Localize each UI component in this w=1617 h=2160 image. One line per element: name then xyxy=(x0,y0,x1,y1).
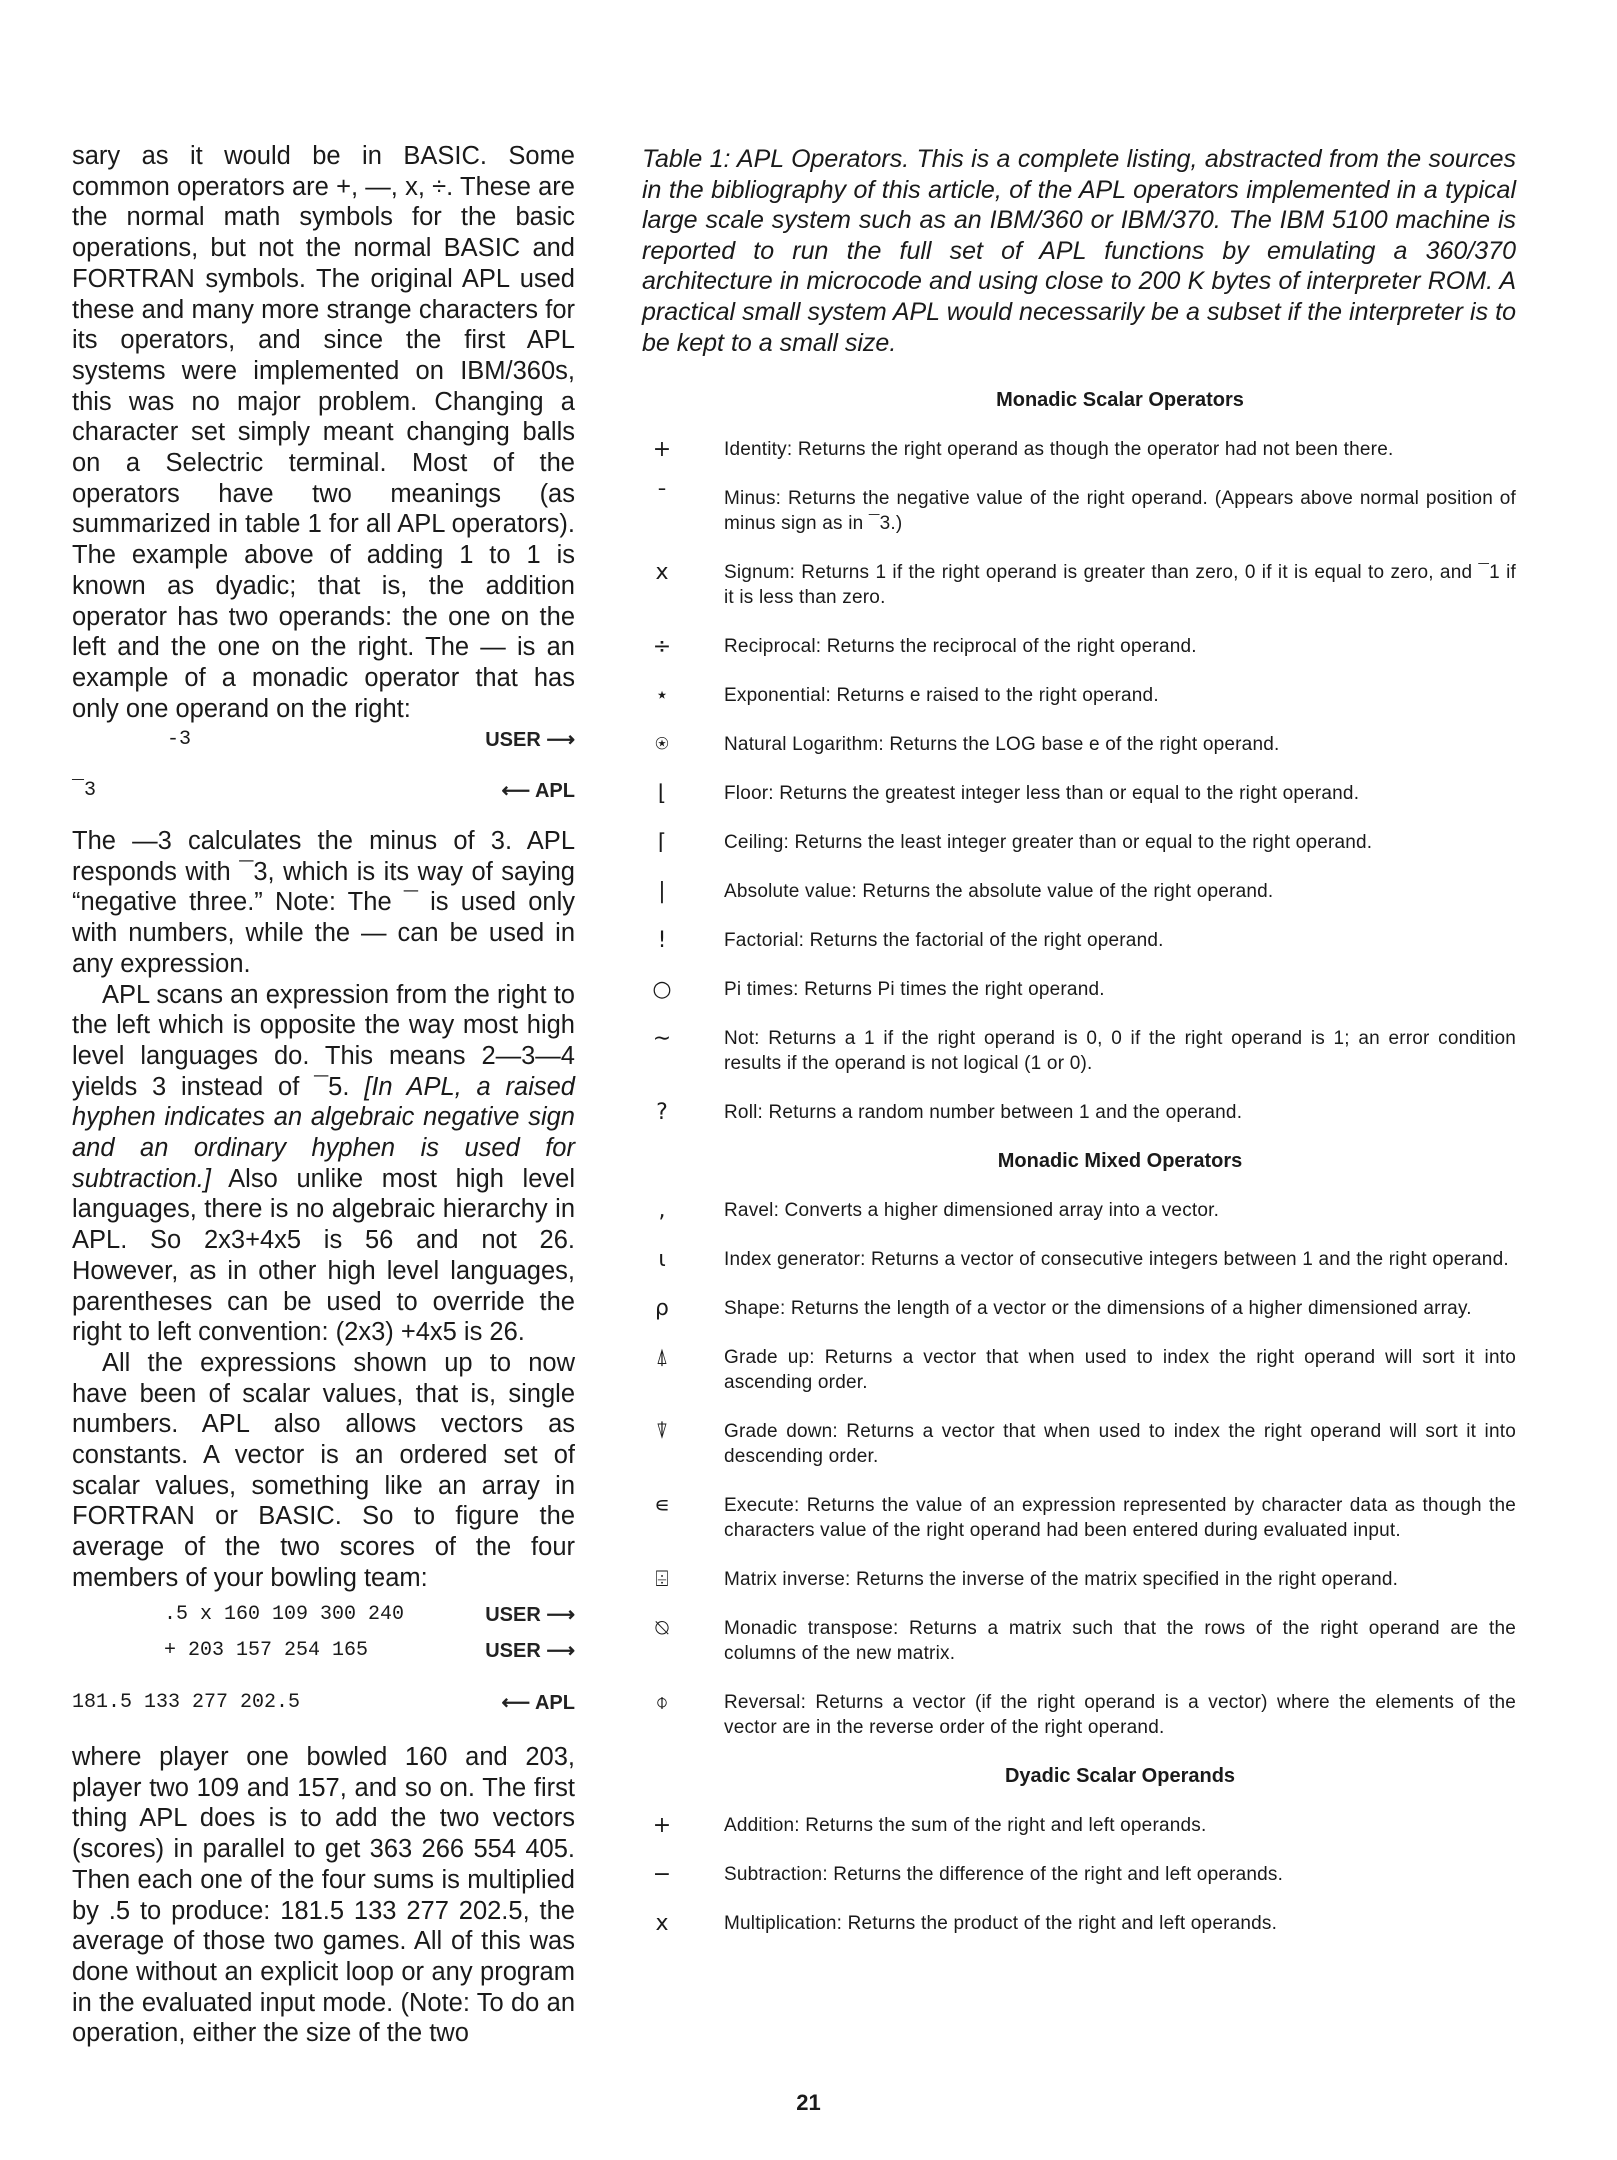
operator-symbol: x xyxy=(655,560,669,585)
code-input: -3 xyxy=(167,728,192,751)
code-example-line xyxy=(72,725,575,755)
operator-symbol: x xyxy=(655,1911,669,1936)
user-tag: USER ⟶ xyxy=(485,1640,575,1662)
operator-symbol: ⍋ xyxy=(655,1345,669,1370)
operator-symbol: ⍒ xyxy=(655,1419,669,1444)
operator-description: Addition: Returns the sum of the right and left operands. xyxy=(724,1815,1207,1836)
operator-row xyxy=(642,1198,1516,1223)
operator-row xyxy=(642,683,1516,708)
section-heading-text: Dyadic Scalar Operands xyxy=(1004,1765,1236,1787)
italic-note: [In APL, a raised hyphen indicates an algebraic negative sign and an ordinary hyphen is used for subtraction.] xyxy=(72,1072,575,1193)
operator-description: Grade up: Returns a vector that when used to index the right operand will sort it into ascending order. xyxy=(724,1347,1516,1393)
operator-description: Roll: Returns a random number between 1 and the operand. xyxy=(724,1102,1243,1123)
operator-symbol: ⋆ xyxy=(655,683,669,708)
paragraph-text: The —3 calculates the minus of 3. APL responds with ¯3, which is its way of saying “negative three.” Note: The ¯ is used only with numbers, while the — can be used in any expression. xyxy=(72,827,575,978)
operator-description: Multiplication: Returns the product of the right and left operands. xyxy=(724,1913,1278,1934)
operator-description: Reciprocal: Returns the reciprocal of the right operand. xyxy=(724,636,1197,657)
operator-symbol: ⍳ xyxy=(658,1247,666,1272)
operator-description: Ceiling: Returns the least integer greater than or equal to the right operand. xyxy=(724,832,1373,853)
operator-symbol: , xyxy=(658,1198,666,1223)
code-input: + 203 157 254 165 xyxy=(164,1639,369,1662)
apl-tag: ⟵ APL xyxy=(501,780,575,802)
operator-symbol: ⌽ xyxy=(655,1690,669,1715)
section-heading-text: Monadic Scalar Operators xyxy=(996,389,1244,411)
code-example-line xyxy=(72,776,575,806)
code-output: 181.5 133 277 202.5 xyxy=(72,1691,301,1714)
paragraph-text: Also unlike most high level languages, there is no algebraic hierarchy in APL. So 2x3+4x5 is 56 and not 26. However, as in other high level languages, parentheses can be used to override the right to left convention: (2x3) +4x5 is 26. xyxy=(72,1164,575,1347)
operator-description: Floor: Returns the greatest integer less than or equal to the right operand. xyxy=(724,783,1360,804)
operator-description: Signum: Returns 1 if the right operand is greater than zero, 0 if it is equal to zero, and ¯1 if it is less than zero. xyxy=(724,562,1516,608)
operator-symbol: ⍴ xyxy=(655,1296,669,1321)
paragraph-text: APL scans an expression from the right to the left which is opposite the way most high level languages do. This means 2—3—4 yields 3 instead of ¯5. xyxy=(72,980,575,1101)
operator-symbol: ⌈ xyxy=(657,830,667,855)
operator-description: Index generator: Returns a vector of consecutive integers between 1 and the right operand. xyxy=(724,1249,1509,1270)
paragraph-text: sary as it would be in BASIC. Some common operators are +, —, x, ÷. These are the normal math symbols for the basic operations, but not the normal BASIC and FORTRAN symbols. The original APL used these and many more strange characters for its operators, and since the first APL systems were implemented on IBM/360s, this was no major problem. Changing a character set simply meant changing balls on a Selectric terminal. Most of the operators have two meanings (as summarized in table 1 for all APL operators). The example above of adding 1 to 1 is known as dyadic; that is, the addition operator has two operands: the one on the left and the one on the right. The — is an example of a monadic operator that has only one operand on the right: xyxy=(72,142,575,723)
operator-row xyxy=(642,1493,1516,1543)
body-paragraph-2 xyxy=(72,826,575,1594)
operator-symbol: ? xyxy=(656,1100,668,1125)
operator-row xyxy=(642,1813,1516,1838)
operator-row xyxy=(642,1419,1516,1469)
body-paragraph-5 xyxy=(72,1742,575,2049)
operator-description: Matrix inverse: Returns the inverse of the matrix specified in the right operand. xyxy=(724,1569,1399,1590)
operator-row xyxy=(642,560,1516,610)
code-example-line xyxy=(72,1688,575,1718)
operator-description: Subtraction: Returns the difference of the right and left operands. xyxy=(724,1864,1284,1885)
operator-row xyxy=(642,486,1516,536)
code-output: ¯3 xyxy=(72,779,97,802)
operator-description: Ravel: Converts a higher dimensioned array into a vector. xyxy=(724,1200,1220,1221)
operator-symbol: ⌊ xyxy=(657,781,667,806)
operator-description: Not: Returns a 1 if the right operand is 0, 0 if the right operand is 1; an error condition results if the operand is not logical (1 or 0). xyxy=(724,1028,1516,1074)
operator-row xyxy=(642,781,1516,806)
code-example-line xyxy=(72,1636,575,1666)
operator-row xyxy=(642,1690,1516,1740)
apl-tag: ⟵ APL xyxy=(501,1692,575,1714)
operator-description: Exponential: Returns e raised to the right operand. xyxy=(724,685,1159,706)
code-input: .5 x 160 109 300 240 xyxy=(164,1603,405,1626)
operator-row xyxy=(642,1911,1516,1936)
user-tag: USER ⟶ xyxy=(485,1604,575,1626)
body-paragraph-3 xyxy=(72,980,575,1348)
operator-symbol: ÷ xyxy=(652,634,672,659)
operator-symbol: ! xyxy=(657,928,667,953)
operator-description: Identity: Returns the right operand as though the operator had not been there. xyxy=(724,439,1394,460)
operator-row xyxy=(642,1345,1516,1395)
paragraph-text: where player one bowled 160 and 203, player two 109 and 157, and so on. The first thing APL does is to add the two vectors (scores) in parallel to get 363 266 554 405. Then each one of the four sums is multiplied by .5 to produce: 181.5 133 277 202.5, the average of those two games. All of this was done without an explicit loop or any program in the evaluated input mode. (Note: To do an operation, either the size of the two xyxy=(72,1743,575,2048)
section-heading xyxy=(642,1149,1516,1174)
operator-row xyxy=(642,928,1516,953)
operator-row xyxy=(642,977,1516,1002)
operator-symbol: ⌹ xyxy=(655,1567,669,1592)
operator-row xyxy=(642,1616,1516,1666)
operator-row xyxy=(642,1862,1516,1887)
code-example-line xyxy=(72,1600,575,1630)
table-caption: Table 1: APL Operators. This is a complete listing, abstracted from the sources in the bibliography of this article, of the APL operators implemented in a typical large scale system such as an IBM/360 or IBM/370. The IBM 5100 machine is reported to run the full set of APL functions by emulating a 360/370 architecture in microcode and using close to 200 K bytes of interpreter ROM. A practical small system APL would necessarily be a subset if the interpreter is to be kept to a small size. xyxy=(642,145,1516,357)
operator-description: Shape: Returns the length of a vector or the dimensions of a higher dimensioned array. xyxy=(724,1298,1472,1319)
operator-row xyxy=(642,634,1516,659)
operator-description: Reversal: Returns a vector (if the right operand is a vector) where the elements of the vector are in the reverse order of the right operand. xyxy=(724,1692,1516,1738)
body-paragraph-4: All the expressions shown up to now have been of scalar values, that is, single numbers. APL also allows vectors as constants. A vector is an ordered set of scalar values, something like an array in FORTRAN or BASIC. So to figure the average of the two scores of the four members of your bowling team: xyxy=(72,1348,575,1592)
operator-symbol: ¯ xyxy=(656,486,668,511)
operator-row xyxy=(642,732,1516,757)
operator-symbol: ∼ xyxy=(652,1026,672,1051)
operator-symbol: − xyxy=(652,1862,672,1887)
user-tag: USER ⟶ xyxy=(485,729,575,751)
operator-symbol: + xyxy=(652,1813,672,1838)
operator-symbol: ⍟ xyxy=(655,732,669,757)
operator-row xyxy=(642,830,1516,855)
operator-row xyxy=(642,1247,1516,1272)
operator-row xyxy=(642,1567,1516,1592)
body-paragraph-1 xyxy=(72,141,575,724)
operator-description: Minus: Returns the negative value of the right operand. (Appears above normal position of minus sign as in ¯3.) xyxy=(724,488,1516,534)
operator-symbol: + xyxy=(652,437,672,462)
section-heading-text: Monadic Mixed Operators xyxy=(997,1150,1243,1172)
page-number: 21 xyxy=(796,2090,821,2115)
operator-row xyxy=(642,1100,1516,1125)
operator-symbol: ○ xyxy=(652,977,672,1002)
operator-row xyxy=(642,1296,1516,1321)
operator-symbol: ⍉ xyxy=(655,1616,669,1641)
operator-description: Factorial: Returns the factorial of the right operand. xyxy=(724,930,1164,951)
operator-description: Natural Logarithm: Returns the LOG base e of the right operand. xyxy=(724,734,1280,755)
operator-row xyxy=(642,879,1516,904)
operator-symbol: ∊ xyxy=(654,1493,670,1518)
operators-table xyxy=(642,388,1516,1960)
operator-row xyxy=(642,437,1516,462)
operator-description: Monadic transpose: Returns a matrix such that the rows of the right operand are the columns of the new matrix. xyxy=(724,1618,1516,1664)
section-heading xyxy=(642,388,1516,413)
operator-description: Absolute value: Returns the absolute value of the right operand. xyxy=(724,881,1274,902)
operator-description: Grade down: Returns a vector that when used to index the right operand will sort it into descending order. xyxy=(724,1421,1516,1467)
section-heading xyxy=(642,1764,1516,1789)
operator-description: Pi times: Returns Pi times the right operand. xyxy=(724,979,1105,1000)
operator-row xyxy=(642,1026,1516,1076)
operator-symbol: | xyxy=(658,879,666,904)
operator-description: Execute: Returns the value of an expression represented by character data as though the characters value of the right operand had been entered during evaluated input. xyxy=(724,1495,1516,1541)
